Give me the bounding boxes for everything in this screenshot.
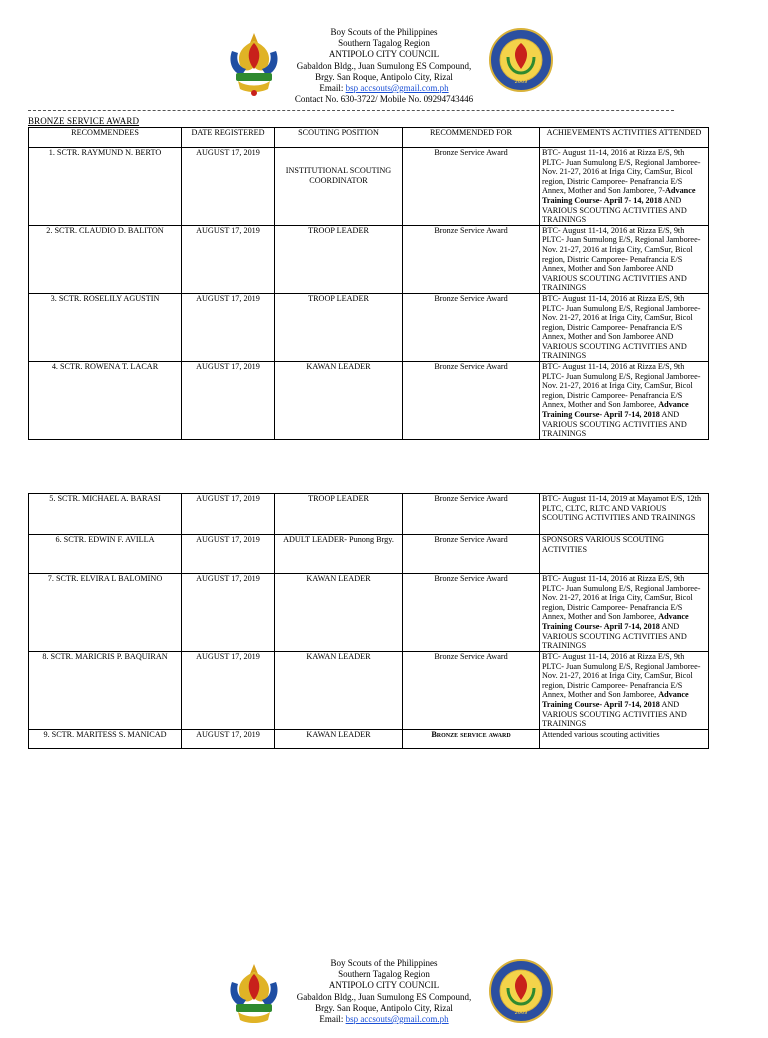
recommendee-name: 8. SCTR. MARICRIS P. BAQUIRAN: [29, 652, 182, 730]
recommended-for: Bronze Service Award: [403, 535, 540, 574]
col-header-recommendees: RECOMMENDEES: [29, 128, 182, 148]
recommended-for: Bronze Service Award: [403, 652, 540, 730]
recommendee-name: 2. SCTR. CLAUDIO D. BALITON: [29, 225, 182, 293]
scouting-position: KAWAN LEADER: [275, 730, 403, 749]
col-header-position: SCOUTING POSITION: [275, 128, 403, 148]
email-link[interactable]: bsp accsouts@gmail.com.ph: [345, 83, 449, 94]
col-header-date: DATE REGISTERED: [182, 128, 275, 148]
email-link[interactable]: bsp accsouts@gmail.com.ph: [345, 1014, 449, 1025]
scouting-position: ADULT LEADER- Punong Brgy.: [275, 535, 403, 574]
recommendee-name: 4. SCTR. ROWENA T. LACAR: [29, 362, 182, 440]
table-row: [29, 494, 709, 535]
scouting-position: TROOP LEADER: [275, 494, 403, 535]
address-line-1: Gabaldon Bldg., Juan Sumulong ES Compound,: [296, 991, 472, 1002]
org-name: Boy Scouts of the Philippines: [330, 958, 438, 968]
letterhead: [0, 27, 768, 107]
section-title: BRONZE SERVICE AWARD: [28, 116, 140, 126]
date-registered: AUGUST 17, 2019: [182, 225, 275, 293]
recommendees-table-1: [28, 127, 709, 440]
date-registered: AUGUST 17, 2019: [182, 574, 275, 652]
date-registered: AUGUST 17, 2019: [182, 494, 275, 535]
table-row: [29, 362, 709, 440]
scouting-position: KAWAN LEADER: [275, 574, 403, 652]
recommendee-name: 3. SCTR. ROSELILY AGUSTIN: [29, 293, 182, 361]
seal-year: 2009: [514, 1010, 528, 1016]
council-seal-icon: [488, 958, 554, 1024]
date-registered: AUGUST 17, 2019: [182, 148, 275, 226]
achievements: BTC- August 11-14, 2016 at Rizza E/S, 9th PLTC- Juan Sumulong E/S, Regional Jamboree- Nov. 21-27, 2016 at Iriga City, CamSur, Bicol region, Distric Camporee- Penafrancia E/S Annex, Mother and Son Jamboree, Advance Training Course- April 7-14, 2018 AND VARIOUS SCOUTING ACTIVITIES AND TRAININGS: [540, 652, 709, 730]
recommended-for: Bronze Service Award: [403, 293, 540, 361]
recommendees-table-2: [28, 493, 709, 749]
achievements: SPONSORS VARIOUS SCOUTING ACTIVITIES: [540, 535, 709, 574]
region-name: Southern Tagalog Region: [338, 969, 430, 980]
scouting-position: KAWAN LEADER: [275, 362, 403, 440]
region-name: Southern Tagalog Region: [338, 38, 430, 49]
table-row: [29, 293, 709, 361]
council-name: ANTIPOLO CITY COUNCIL: [328, 980, 440, 991]
table-row: [29, 148, 709, 226]
table-row: [29, 535, 709, 574]
scouting-position: INSTITUTIONAL SCOUTING COORDINATOR: [275, 148, 403, 226]
date-registered: AUGUST 17, 2019: [182, 652, 275, 730]
table-row: [29, 730, 709, 749]
address-line-1: Gabaldon Bldg., Juan Sumulong ES Compound,: [296, 60, 472, 71]
email-line: Email: bsp accsouts@gmail.com.ph: [319, 83, 449, 94]
recommended-for: Bronze Service Award: [403, 494, 540, 535]
achievements: Attended various scouting activities: [540, 730, 709, 749]
header-divider: [28, 110, 674, 111]
recommendee-name: 9. SCTR. MARITESS S. MANICAD: [29, 730, 182, 749]
achievements: BTC- August 11-14, 2016 at Rizza E/S, 9th PLTC- Juan Sumulong E/S, Regional Jamboree- Nov. 21-27, 2016 at Iriga City, CamSur, Bicol region, Distric Camporee- Penafrancia E/S Annex, Mother and Son Jamboree, Advance Training Course- April 7-14, 2018 AND VARIOUS SCOUTING ACTIVITIES AND TRAININGS: [540, 574, 709, 652]
achievements: BTC- August 11-14, 2016 at Rizza E/S, 9th PLTC- Juan Sumulong E/S, Regional Jamboree- Nov. 21-27, 2016 at Iriga City, CamSur, Bicol region, Distric Camporee- Penafrancia E/S Annex, Mother and Son Jamboree, Advance Training Course- April 7-14, 2018 AND VARIOUS SCOUTING ACTIVITIES AND TRAININGS: [540, 362, 709, 440]
recommendee-name: 6. SCTR. EDWIN F. AVILLA: [29, 535, 182, 574]
date-registered: AUGUST 17, 2019: [182, 730, 275, 749]
table-row: [29, 225, 709, 293]
date-registered: AUGUST 17, 2019: [182, 293, 275, 361]
col-header-achievements: ACHIEVEMENTS ACTIVITIES ATTENDED: [540, 128, 709, 148]
table-row: [29, 574, 709, 652]
council-name: ANTIPOLO CITY COUNCIL: [328, 49, 440, 60]
achievements: BTC- August 11-14, 2016 at Rizza E/S, 9th PLTC- Juan Sumulong E/S, Regional Jamboree- Nov. 21-27, 2016 at Iriga City, CamSur, Bicol region, Distric Camporee- Penafrancia E/S Annex, Mother and Son Jamboree AND VARIOUS SCOUTING ACTIVITIES AND TRAININGS: [540, 293, 709, 361]
recommended-for: Bronze Service Award: [403, 574, 540, 652]
col-header-recommended-for: RECOMMENDED FOR: [403, 128, 540, 148]
email-line: Email: bsp accsouts@gmail.com.ph: [319, 1014, 449, 1025]
scouting-position: TROOP LEADER: [275, 293, 403, 361]
council-seal-icon: [488, 27, 554, 93]
recommended-for: Bronze Service Award: [403, 148, 540, 226]
address-line-2: Brgy. San Roque, Antipolo City, Rizal: [315, 71, 453, 82]
address-line-2: Brgy. San Roque, Antipolo City, Rizal: [315, 1002, 453, 1013]
recommended-for: Bronze service award: [403, 730, 540, 749]
date-registered: AUGUST 17, 2019: [182, 362, 275, 440]
recommendee-name: 7. SCTR. ELVIRA L BALOMINO: [29, 574, 182, 652]
org-name: Boy Scouts of the Philippines: [330, 27, 438, 37]
date-registered: AUGUST 17, 2019: [182, 535, 275, 574]
letterhead-text: [269, 958, 499, 1025]
letterhead-page-2: [0, 958, 768, 1038]
recommended-for: Bronze Service Award: [403, 362, 540, 440]
scouting-position: KAWAN LEADER: [275, 652, 403, 730]
recommendee-name: 5. SCTR. MICHAEL A. BARASI: [29, 494, 182, 535]
table-header-row: [29, 128, 709, 148]
letterhead-text: [269, 27, 499, 105]
achievements: BTC- August 11-14, 2016 at Rizza E/S, 9th PLTC- Juan Sumulong E/S, Regional Jamboree- Nov. 21-27, 2016 at Iriga City, CamSur, Bicol region, Distric Camporee- Penafrancia E/S Annex, Mother and Son Jamboree, 7-Advance Training Course- April 7- 14, 2018 AND VARIOUS SCOUTING ACTIVITIES AND TRAININGS: [540, 148, 709, 226]
recommended-for: Bronze Service Award: [403, 225, 540, 293]
recommendee-name: 1. SCTR. RAYMUND N. BERTO: [29, 148, 182, 226]
seal-year: 2009: [514, 79, 528, 85]
table-row: [29, 652, 709, 730]
scouting-position: TROOP LEADER: [275, 225, 403, 293]
achievements: BTC- August 11-14, 2019 at Mayamot E/S, 12th PLTC, CLTC, RLTC AND VARIOUS SCOUTING ACTIVITIES AND TRAININGS: [540, 494, 709, 535]
achievements: BTC- August 11-14, 2016 at Rizza E/S, 9th PLTC- Juan Sumulong E/S, Regional Jamboree- Nov. 21-27, 2016 at Iriga City, CamSur, Bicol region, Distric Camporee- Penafrancia E/S Annex, Mother and Son Jamboree AND VARIOUS SCOUTING ACTIVITIES AND TRAININGS: [540, 225, 709, 293]
contact-line: Contact No. 630-3722/ Mobile No. 09294743446: [294, 94, 474, 105]
